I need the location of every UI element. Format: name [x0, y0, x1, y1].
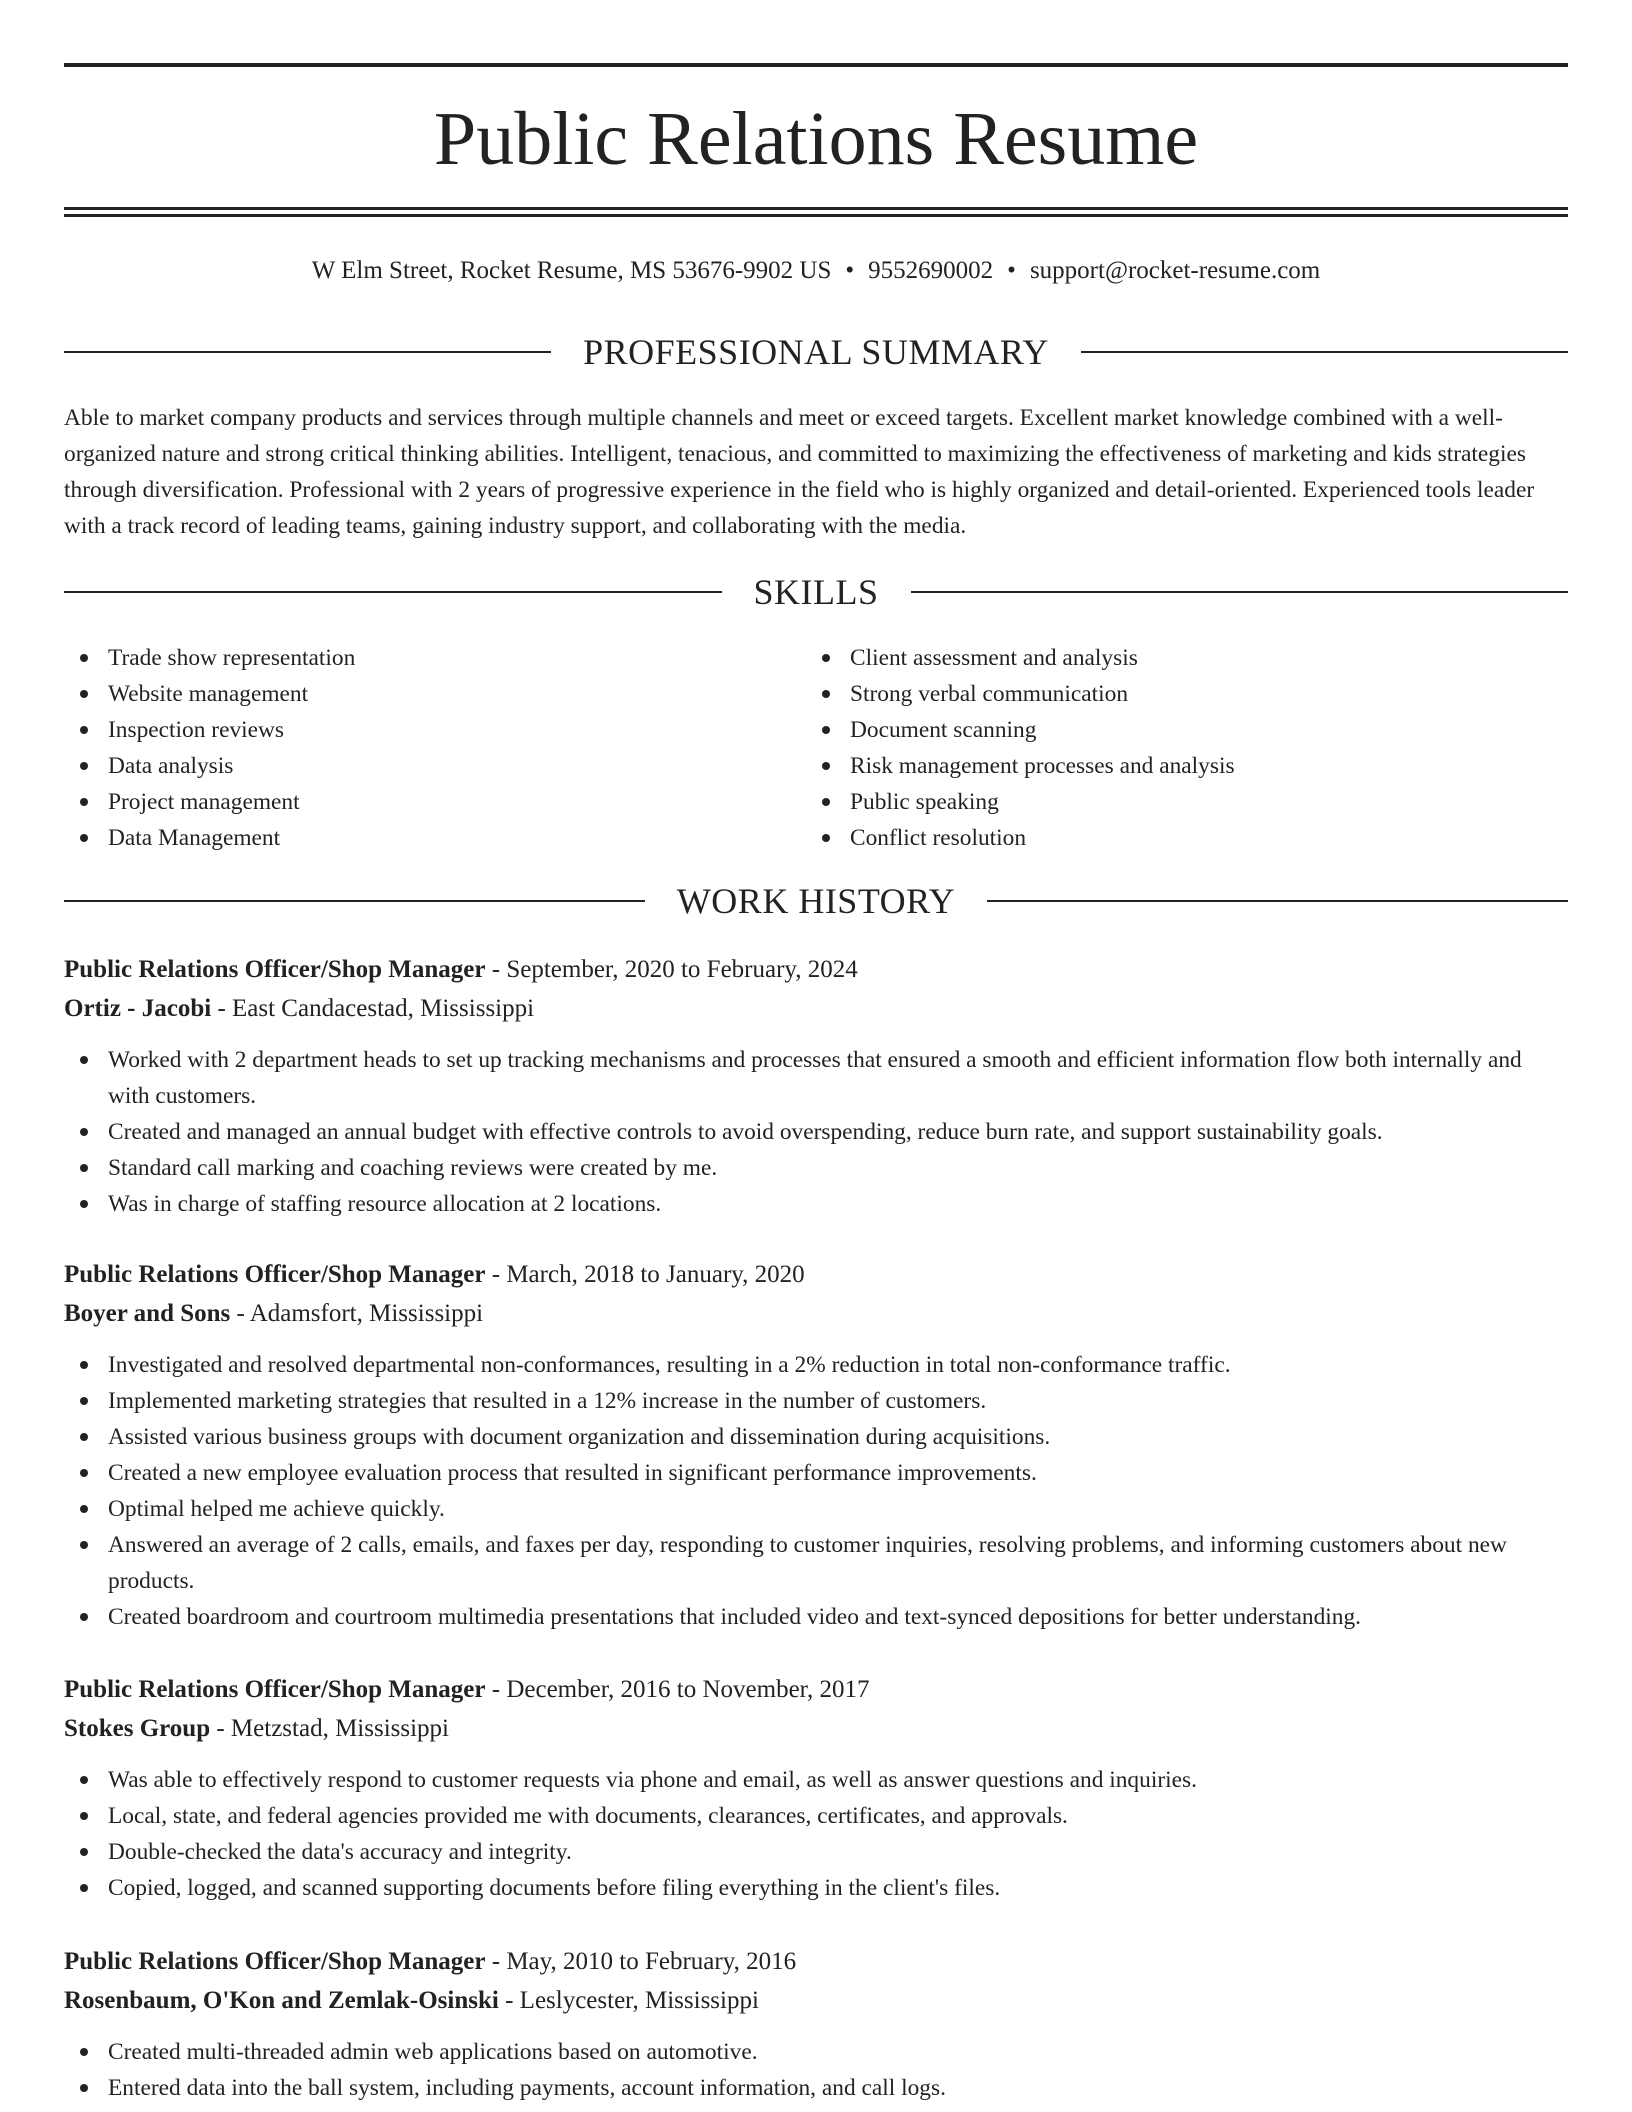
job-entry — [64, 1670, 1568, 1906]
job-company: Ortiz - Jacobi — [64, 995, 212, 1022]
job-bullet — [64, 1870, 1568, 1906]
section-heading-label: PROFESSIONAL SUMMARY — [583, 332, 1049, 372]
job-company: Rosenbaum, O'Kon and Zemlak-Osinski — [64, 1987, 499, 2014]
job-bullets — [64, 1762, 1568, 1906]
contact-address: W Elm Street, Rocket Resume, MS 53676-9902 US — [311, 257, 832, 284]
bullet-icon — [80, 1200, 88, 1208]
job-entry — [64, 1942, 1568, 2106]
skill-label: Conflict resolution — [850, 825, 1027, 851]
job-location: - Metzstad, Mississippi — [210, 1715, 450, 1742]
job-title-line — [64, 1255, 1568, 1294]
job-location: - East Candacestad, Mississippi — [211, 995, 535, 1022]
job-bullet-text: Created a new employee evaluation process that resulted in significant performance improvements. — [108, 1460, 1037, 1486]
job-bullet-text: Investigated and resolved departmental non-conformances, resulting in a 2% reduction in total non-conformance traffic. — [108, 1352, 1231, 1378]
job-entry — [64, 950, 1568, 1222]
skill-item — [64, 784, 804, 820]
job-bullet — [64, 1419, 1568, 1455]
job-title-line — [64, 1942, 1568, 1981]
summary-text: Able to market company products and services through multiple channels and meet or exceed targets. Excellent market knowledge combined with a well-organized nature and strong critical thinking abilities. Intelligent, tenacious, and committed to maximizing the effectiveness of marketing and kids strategies through diversification. Professional with 2 years of progressive experience in the field who is highly organized and detail-oriented. Experienced tools leader with a track record of leading teams, gaining industry support, and collaborating with the media. — [64, 405, 1535, 539]
job-bullet-text: Implemented marketing strategies that resulted in a 12% increase in the number of customers. — [108, 1388, 987, 1414]
bullet-icon — [80, 834, 88, 842]
job-bullet — [64, 1599, 1568, 1635]
job-bullet-text: Double-checked the data's accuracy and integrity. — [108, 1839, 572, 1865]
section-heading-label: SKILLS — [753, 572, 879, 612]
top-rule — [64, 63, 1568, 67]
job-title: Public Relations Officer/Shop Manager — [64, 1261, 486, 1288]
job-bullet — [64, 2034, 1568, 2070]
job-company-line — [64, 989, 1568, 1028]
skill-label: Trade show representation — [108, 645, 356, 671]
job-location: - Adamsfort, Mississippi — [230, 1300, 484, 1327]
job-bullet-text: Answered an average of 2 calls, emails, and faxes per day, responding to customer inquiries, resolving problems, and informing customers about new products. — [108, 1532, 1507, 1594]
job-bullets — [64, 1042, 1568, 1222]
job-dates: - March, 2018 to January, 2020 — [485, 1261, 805, 1288]
bullet-icon — [822, 690, 830, 698]
bullet-icon — [822, 798, 830, 806]
job-bullet-text: Worked with 2 department heads to set up tracking mechanisms and processes that ensured a smooth and efficient information flow both internally and with customers. — [108, 1047, 1522, 1109]
bullet-icon — [822, 726, 830, 734]
bullet-icon — [80, 798, 88, 806]
section-heading-summary — [64, 330, 1568, 374]
job-company-line — [64, 1709, 1568, 1748]
job-bullet-text: Assisted various business groups with document organization and dissemination during acquisitions. — [108, 1424, 1051, 1450]
bullet-icon — [80, 1848, 88, 1856]
job-bullet-text: Created and managed an annual budget with effective controls to avoid overspending, reduce burn rate, and support sustainability goals. — [108, 1119, 1383, 1145]
skill-item — [806, 820, 1566, 856]
skills-column-right — [806, 640, 1566, 856]
skill-item — [64, 820, 804, 856]
skill-label: Strong verbal communication — [850, 681, 1129, 707]
job-bullet-text: Was able to effectively respond to customer requests via phone and email, as well as answer questions and inquiries. — [108, 1767, 1197, 1793]
job-bullet-text: Standard call marking and coaching reviews were created by me. — [108, 1155, 718, 1181]
job-bullet — [64, 1150, 1568, 1186]
bullet-icon — [822, 762, 830, 770]
job-title: Public Relations Officer/Shop Manager — [64, 956, 486, 983]
job-bullet — [64, 1347, 1568, 1383]
skill-label: Inspection reviews — [108, 717, 285, 743]
job-bullet — [64, 1527, 1568, 1599]
job-entry — [64, 1255, 1568, 1635]
job-dates: - May, 2010 to February, 2016 — [485, 1948, 797, 1975]
heading-rule-right — [1081, 351, 1568, 353]
title-double-rule — [64, 207, 1568, 217]
bullet-icon — [80, 1164, 88, 1172]
heading-rule-right — [987, 900, 1568, 902]
bullet-icon — [80, 690, 88, 698]
skill-label: Data Management — [108, 825, 281, 851]
job-location: - Leslycester, Mississippi — [498, 1987, 759, 2014]
skill-item — [806, 712, 1566, 748]
job-title: Public Relations Officer/Shop Manager — [64, 1676, 486, 1703]
bullet-icon — [80, 1361, 88, 1369]
job-company: Boyer and Sons — [64, 1300, 231, 1327]
skills-column-left — [64, 640, 804, 856]
skills-list-right — [806, 640, 1566, 856]
bullet-icon — [80, 654, 88, 662]
job-bullet — [64, 1455, 1568, 1491]
bullet-icon — [80, 1433, 88, 1441]
job-bullets — [64, 2034, 1568, 2106]
job-bullet — [64, 1762, 1568, 1798]
skill-label: Risk management processes and analysis — [850, 753, 1235, 779]
job-bullet — [64, 1042, 1568, 1114]
contact-phone: 9552690002 — [868, 257, 994, 284]
skill-item — [64, 640, 804, 676]
heading-rule-right — [911, 591, 1569, 593]
job-bullet-text: Created boardroom and courtroom multimedia presentations that included video and text-synced depositions for better understanding. — [108, 1604, 1362, 1630]
bullet-icon — [80, 1541, 88, 1549]
bullet-icon — [80, 762, 88, 770]
contact-separator: • — [845, 257, 855, 284]
job-title-line — [64, 1670, 1568, 1709]
skill-item — [64, 676, 804, 712]
section-heading-skills — [64, 570, 1568, 614]
skill-item — [806, 640, 1566, 676]
bullet-icon — [80, 1812, 88, 1820]
skill-label: Public speaking — [850, 789, 999, 815]
job-bullet — [64, 1491, 1568, 1527]
bullet-icon — [80, 1505, 88, 1513]
job-bullet-text: Entered data into the ball system, including payments, account information, and call logs. — [108, 2075, 946, 2101]
skill-label: Client assessment and analysis — [850, 645, 1138, 671]
bullet-icon — [822, 654, 830, 662]
bullet-icon — [822, 834, 830, 842]
resume-title: Public Relations Resume — [433, 97, 1199, 181]
bullet-icon — [80, 1397, 88, 1405]
skill-item — [64, 748, 804, 784]
job-bullet-text: Local, state, and federal agencies provided me with documents, clearances, certificates, and approvals. — [108, 1803, 1068, 1829]
contact-email: support@rocket-resume.com — [1029, 257, 1321, 284]
skills-list-left — [64, 640, 804, 856]
bullet-icon — [80, 2084, 88, 2092]
bullet-icon — [80, 726, 88, 734]
bullet-icon — [80, 2048, 88, 2056]
bullet-icon — [80, 1776, 88, 1784]
section-heading-label: WORK HISTORY — [676, 881, 956, 921]
skill-item — [806, 676, 1566, 712]
job-bullet-text: Was in charge of staffing resource allocation at 2 locations. — [108, 1191, 662, 1217]
job-company-line — [64, 1981, 1568, 2020]
bullet-icon — [80, 1128, 88, 1136]
job-title: Public Relations Officer/Shop Manager — [64, 1948, 486, 1975]
skill-label: Website management — [108, 681, 309, 707]
contact-separator: • — [1007, 257, 1016, 284]
bullet-icon — [80, 1884, 88, 1892]
heading-rule-left — [64, 591, 722, 593]
skill-item — [806, 748, 1566, 784]
bullet-icon — [80, 1613, 88, 1621]
job-bullet-text: Optimal helped me achieve quickly. — [108, 1496, 445, 1522]
job-bullet — [64, 1114, 1568, 1150]
job-bullet — [64, 2070, 1568, 2106]
job-company: Stokes Group — [64, 1715, 211, 1742]
job-title-line — [64, 950, 1568, 989]
job-company-line — [64, 1294, 1568, 1333]
heading-rule-left — [64, 351, 551, 353]
skill-label: Data analysis — [108, 753, 234, 779]
bullet-icon — [80, 1056, 88, 1064]
job-bullet — [64, 1798, 1568, 1834]
job-dates: - December, 2016 to November, 2017 — [485, 1676, 870, 1703]
job-dates: - September, 2020 to February, 2024 — [485, 956, 858, 983]
section-heading-work-history — [64, 879, 1568, 923]
job-bullet-text: Copied, logged, and scanned supporting documents before filing everything in the client's files. — [108, 1875, 1001, 1901]
skill-label: Project management — [108, 789, 300, 815]
skill-label: Document scanning — [850, 717, 1037, 743]
skill-item — [64, 712, 804, 748]
job-bullets — [64, 1347, 1568, 1635]
bullet-icon — [80, 1469, 88, 1477]
skill-item — [806, 784, 1566, 820]
contact-line — [64, 255, 1568, 287]
job-bullet-text: Created multi-threaded admin web applications based on automotive. — [108, 2039, 758, 2065]
heading-rule-left — [64, 900, 645, 902]
job-bullet — [64, 1186, 1568, 1222]
job-bullet — [64, 1834, 1568, 1870]
job-bullet — [64, 1383, 1568, 1419]
